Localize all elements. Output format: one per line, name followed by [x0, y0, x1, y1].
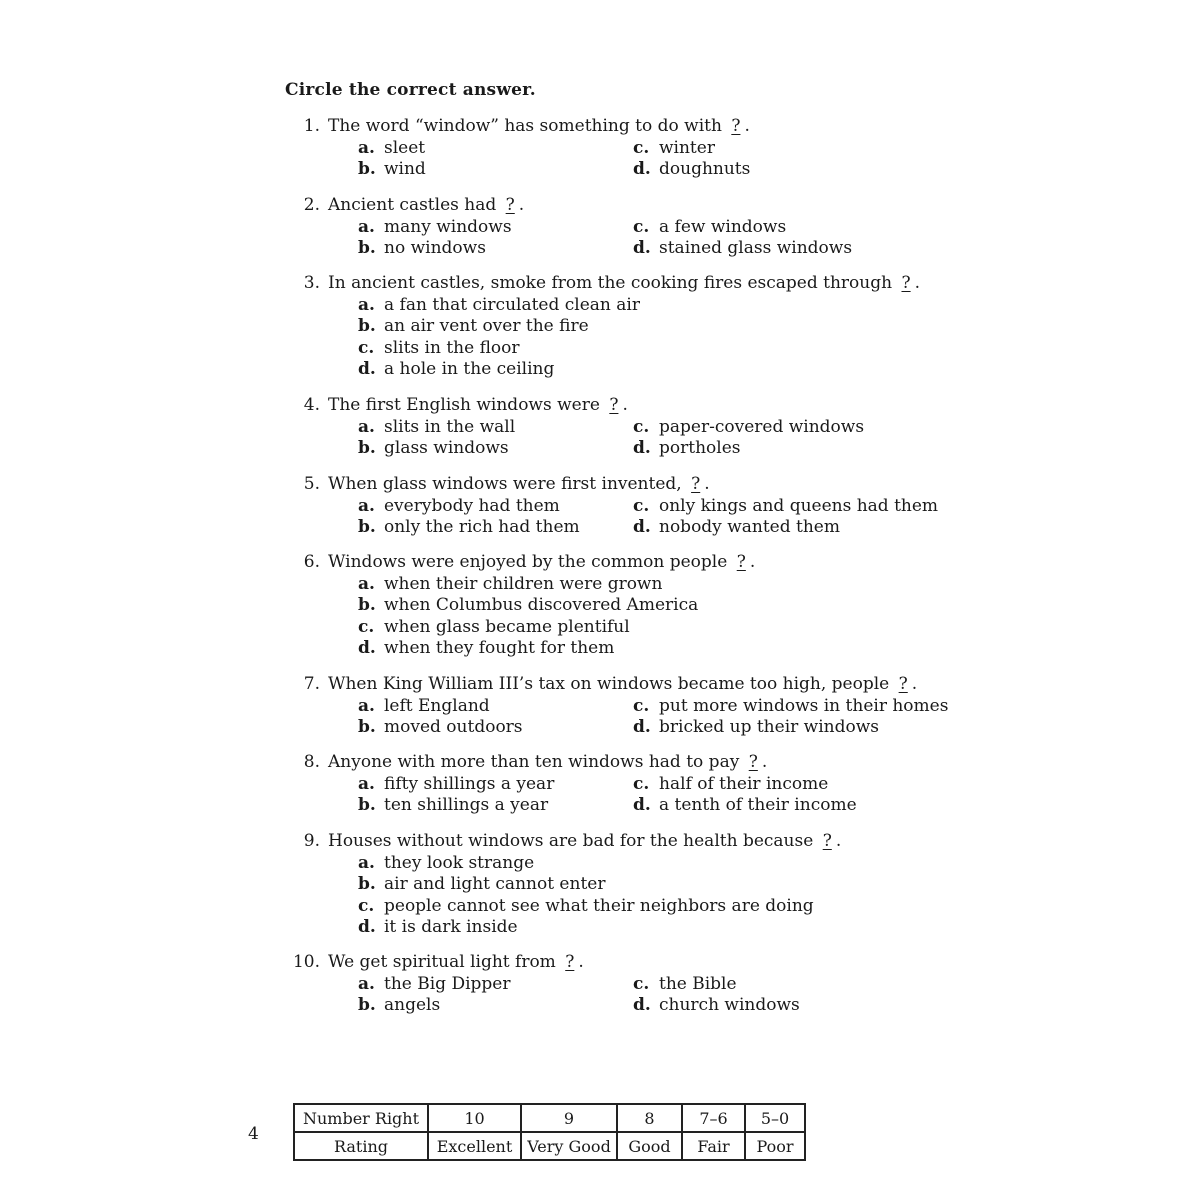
- score-cell: Excellent: [428, 1132, 521, 1160]
- question-period: .: [518, 195, 525, 215]
- question-text: [328, 474, 710, 496]
- question-text: [328, 552, 755, 574]
- answer-option[interactable]: [358, 217, 633, 239]
- answer-options: [358, 574, 980, 660]
- question-prompt: Ancient castles had: [328, 195, 497, 215]
- option-text: bricked up their windows: [659, 717, 879, 737]
- option-text: glass windows: [384, 438, 509, 458]
- option-text: when glass became plentiful: [384, 616, 630, 637]
- score-table: [293, 1103, 806, 1161]
- option-text: wind: [384, 159, 426, 179]
- question-stem: [290, 952, 980, 974]
- answer-blank: ?: [748, 752, 758, 772]
- answer-option[interactable]: [633, 438, 953, 460]
- option-text: an air vent over the fire: [384, 316, 589, 336]
- option-letter: c.: [633, 216, 650, 237]
- answer-options: [358, 696, 980, 739]
- option-text: only the rich had them: [384, 517, 580, 537]
- option-letter: b.: [358, 517, 376, 537]
- option-letter: a.: [358, 973, 375, 994]
- question-prompt: Anyone with more than ten windows had to pay: [328, 752, 740, 772]
- option-letter: a.: [358, 495, 375, 516]
- option-letter: c.: [633, 973, 650, 994]
- answer-option[interactable]: [633, 774, 953, 796]
- question-stem: [290, 474, 980, 496]
- question-period: .: [761, 752, 768, 772]
- question-2: [290, 195, 980, 260]
- answer-option[interactable]: [358, 896, 980, 918]
- option-letter: c.: [633, 495, 650, 516]
- question-stem: [290, 831, 980, 853]
- answer-option[interactable]: [358, 517, 633, 539]
- option-text: nobody wanted them: [659, 517, 840, 537]
- score-cell: 8: [617, 1104, 682, 1132]
- score-row-number-right: [294, 1104, 805, 1132]
- score-cell: Rating: [294, 1132, 428, 1160]
- answer-option[interactable]: [633, 696, 953, 718]
- option-letter: c.: [633, 695, 650, 716]
- option-text: when their children were grown: [384, 573, 663, 594]
- question-period: .: [704, 474, 710, 494]
- answer-option[interactable]: [358, 995, 633, 1017]
- option-letter: d.: [633, 159, 651, 179]
- question-number: 7.: [303, 674, 320, 694]
- option-letter: b.: [358, 316, 376, 336]
- question-3: [290, 273, 980, 381]
- option-letter: b.: [358, 717, 376, 737]
- option-text: slits in the floor: [384, 337, 520, 358]
- question-stem: [290, 273, 980, 295]
- option-text: fifty shillings a year: [384, 773, 555, 794]
- option-letter: d.: [358, 917, 376, 937]
- question-8: [290, 752, 980, 817]
- answer-option[interactable]: [358, 717, 633, 739]
- answer-option[interactable]: [358, 795, 633, 817]
- question-1: [290, 116, 980, 181]
- answer-option[interactable]: [358, 359, 980, 381]
- option-letter: d.: [633, 438, 651, 458]
- option-letter: a.: [358, 852, 375, 873]
- answer-option[interactable]: [358, 138, 633, 160]
- option-text: no windows: [384, 238, 486, 258]
- answer-blank: ?: [505, 195, 515, 215]
- option-text: a tenth of their income: [659, 795, 857, 815]
- option-text: when Columbus discovered America: [384, 595, 699, 615]
- answer-blank: ?: [691, 474, 701, 494]
- answer-option[interactable]: [358, 316, 980, 338]
- score-cell: 9: [521, 1104, 617, 1132]
- option-text: moved outdoors: [384, 717, 523, 737]
- question-stem: [290, 752, 980, 774]
- answer-options: [358, 496, 980, 539]
- option-letter: c.: [633, 773, 650, 794]
- option-letter: a.: [358, 695, 375, 716]
- option-letter: d.: [358, 638, 376, 658]
- option-text: many windows: [384, 216, 512, 237]
- answer-option[interactable]: [358, 974, 633, 996]
- answer-option[interactable]: [358, 617, 980, 639]
- answer-option[interactable]: [358, 417, 633, 439]
- question-prompt: We get spiritual light from: [328, 952, 556, 972]
- question-6: [290, 552, 980, 660]
- question-number: 4.: [303, 395, 320, 415]
- option-letter: c.: [633, 137, 650, 158]
- answer-option[interactable]: [633, 995, 953, 1017]
- option-letter: c.: [358, 616, 375, 637]
- answer-option[interactable]: [358, 696, 633, 718]
- option-text: people cannot see what their neighbors are doing: [384, 895, 814, 916]
- option-letter: d.: [633, 795, 651, 815]
- answer-option[interactable]: [358, 295, 980, 317]
- option-text: church windows: [659, 995, 800, 1015]
- question-stem: [290, 674, 980, 696]
- question-prompt: The word “window” has something to do with: [328, 116, 722, 136]
- question-number: 1.: [303, 116, 320, 136]
- question-number: 10.: [292, 952, 320, 972]
- option-text: it is dark inside: [384, 917, 518, 937]
- question-number: 8.: [303, 752, 320, 772]
- answer-options: [358, 138, 980, 181]
- question-text: [328, 195, 524, 217]
- option-text: they look strange: [384, 852, 535, 873]
- option-letter: b.: [358, 438, 376, 458]
- instruction-heading: Circle the correct answer.: [285, 80, 536, 100]
- option-letter: b.: [358, 238, 376, 258]
- question-period: .: [749, 552, 756, 572]
- option-text: a fan that circulated clean air: [384, 294, 640, 315]
- question-text: [328, 831, 841, 853]
- score-cell: 5–0: [745, 1104, 805, 1132]
- option-text: ten shillings a year: [384, 795, 549, 815]
- answer-option[interactable]: [358, 496, 633, 518]
- answer-options: [358, 853, 980, 939]
- question-text: [328, 952, 584, 974]
- answer-option[interactable]: [358, 638, 980, 660]
- question-stem: [290, 552, 980, 574]
- answer-blank: ?: [898, 674, 908, 694]
- option-text: a hole in the ceiling: [384, 359, 555, 379]
- answer-option[interactable]: [633, 795, 953, 817]
- option-text: portholes: [659, 438, 741, 458]
- question-number: 5.: [303, 474, 320, 494]
- answer-options: [358, 417, 980, 460]
- answer-blank: ?: [736, 552, 746, 572]
- question-7: [290, 674, 980, 739]
- option-letter: c.: [358, 895, 375, 916]
- answer-option[interactable]: [633, 417, 953, 439]
- question-5: [290, 474, 980, 539]
- answer-blank: ?: [731, 116, 741, 136]
- answer-option[interactable]: [358, 874, 980, 896]
- option-text: slits in the wall: [384, 416, 516, 437]
- option-letter: d.: [633, 517, 651, 537]
- score-cell: 10: [428, 1104, 521, 1132]
- answer-option[interactable]: [358, 595, 980, 617]
- option-text: sleet: [384, 137, 426, 158]
- option-letter: a.: [358, 294, 375, 315]
- answer-option[interactable]: [633, 517, 953, 539]
- answer-option[interactable]: [633, 138, 953, 160]
- option-letter: c.: [633, 416, 650, 437]
- option-letter: a.: [358, 216, 375, 237]
- question-period: .: [744, 116, 750, 136]
- option-letter: d.: [633, 238, 651, 258]
- option-text: the Bible: [659, 973, 737, 994]
- question-prompt: When glass windows were first invented,: [328, 474, 682, 494]
- answer-option[interactable]: [633, 496, 953, 518]
- option-text: paper-covered windows: [659, 416, 865, 437]
- answer-blank: ?: [609, 395, 619, 415]
- option-text: a few windows: [659, 216, 787, 237]
- answer-options: [358, 774, 980, 817]
- answer-option[interactable]: [633, 717, 953, 739]
- answer-option[interactable]: [358, 438, 633, 460]
- option-letter: c.: [358, 337, 375, 358]
- question-4: [290, 395, 980, 460]
- answer-option[interactable]: [358, 238, 633, 260]
- answer-options: [358, 217, 980, 260]
- score-row-rating: [294, 1132, 805, 1160]
- score-cell: Fair: [682, 1132, 745, 1160]
- option-text: only kings and queens had them: [659, 495, 939, 516]
- answer-option[interactable]: [358, 338, 980, 360]
- question-period: .: [914, 273, 921, 293]
- option-text: left England: [384, 695, 490, 716]
- score-cell: Very Good: [521, 1132, 617, 1160]
- question-period: .: [911, 674, 918, 694]
- question-prompt: In ancient castles, smoke from the cooking fires escaped through: [328, 273, 893, 293]
- option-letter: a.: [358, 416, 375, 437]
- question-period: .: [578, 952, 584, 972]
- answer-blank: ?: [565, 952, 575, 972]
- question-prompt: The first English windows were: [328, 395, 600, 415]
- option-letter: d.: [633, 717, 651, 737]
- score-cell: 7–6: [682, 1104, 745, 1132]
- option-text: doughnuts: [659, 159, 751, 179]
- answer-options: [358, 295, 980, 381]
- option-letter: b.: [358, 795, 376, 815]
- answer-option[interactable]: [358, 159, 633, 181]
- question-text: [328, 752, 767, 774]
- option-text: air and light cannot enter: [384, 874, 606, 894]
- answer-options: [358, 974, 980, 1017]
- option-text: half of their income: [659, 773, 829, 794]
- question-text: [328, 395, 628, 417]
- question-text: [328, 674, 917, 696]
- answer-blank: ?: [901, 273, 911, 293]
- answer-blank: ?: [822, 831, 832, 851]
- question-text: [328, 273, 920, 295]
- question-stem: [290, 195, 980, 217]
- question-number: 6.: [303, 552, 320, 572]
- question-number: 9.: [303, 831, 320, 851]
- option-letter: b.: [358, 874, 376, 894]
- answer-option[interactable]: [633, 974, 953, 996]
- page-number: 4: [248, 1124, 259, 1144]
- option-letter: a.: [358, 773, 375, 794]
- option-text: angels: [384, 995, 441, 1015]
- answer-option[interactable]: [358, 774, 633, 796]
- option-text: when they fought for them: [384, 638, 615, 658]
- option-letter: d.: [633, 995, 651, 1015]
- option-text: put more windows in their homes: [659, 695, 949, 716]
- question-number: 3.: [303, 273, 320, 293]
- score-cell: Poor: [745, 1132, 805, 1160]
- question-prompt: When King William III’s tax on windows became too high, people: [328, 674, 890, 694]
- option-letter: d.: [358, 359, 376, 379]
- question-prompt: Windows were enjoyed by the common people: [328, 552, 728, 572]
- question-stem: [290, 395, 980, 417]
- option-text: everybody had them: [384, 495, 560, 516]
- option-letter: b.: [358, 595, 376, 615]
- answer-option[interactable]: [358, 917, 980, 939]
- option-text: the Big Dipper: [384, 973, 511, 994]
- answer-option[interactable]: [633, 238, 953, 260]
- question-text: [328, 116, 750, 138]
- option-letter: a.: [358, 137, 375, 158]
- question-period: .: [835, 831, 842, 851]
- option-letter: a.: [358, 573, 375, 594]
- score-cell: Number Right: [294, 1104, 428, 1132]
- option-text: winter: [659, 137, 715, 158]
- question-10: [290, 952, 980, 1017]
- question-period: .: [622, 395, 628, 415]
- option-letter: b.: [358, 159, 376, 179]
- answer-option[interactable]: [358, 574, 980, 596]
- answer-option[interactable]: [633, 217, 953, 239]
- answer-option[interactable]: [358, 853, 980, 875]
- question-number: 2.: [303, 195, 320, 215]
- question-prompt: Houses without windows are bad for the health because: [328, 831, 814, 851]
- option-text: stained glass windows: [659, 238, 853, 258]
- option-letter: b.: [358, 995, 376, 1015]
- answer-option[interactable]: [633, 159, 953, 181]
- score-cell: Good: [617, 1132, 682, 1160]
- question-stem: [290, 116, 980, 138]
- question-9: [290, 831, 980, 939]
